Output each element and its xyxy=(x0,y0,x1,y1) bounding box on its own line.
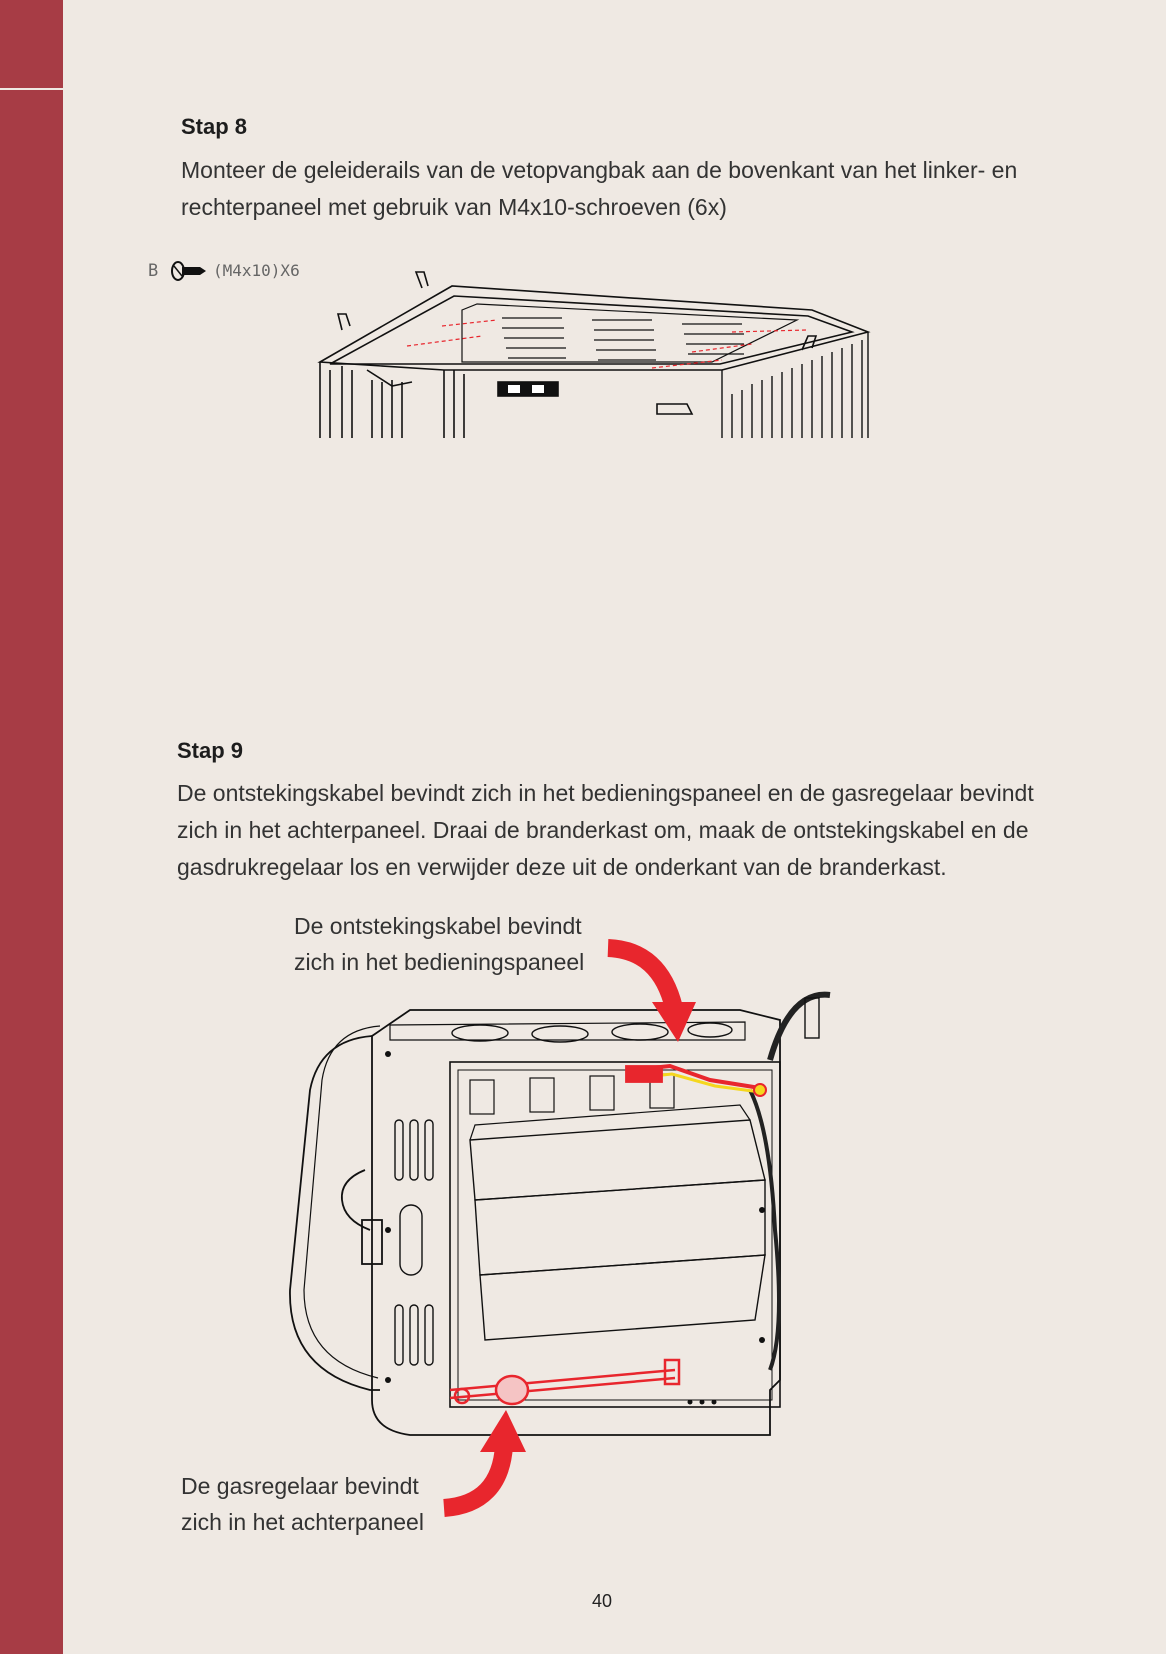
ignition-callout-line-1: De ontstekingskabel bevindt xyxy=(294,913,582,939)
burner-box-illustration xyxy=(270,930,870,1530)
ignition-callout-line-2: zich in het bedieningspaneel xyxy=(294,949,585,975)
step-9-title: Stap 9 xyxy=(177,738,244,763)
page-number: 40 xyxy=(592,1591,613,1611)
regulator-callout-line-2: zich in het achterpaneel xyxy=(181,1509,424,1535)
arrow-to-gas-regulator xyxy=(440,1400,540,1530)
step-8-frame-illustration xyxy=(312,270,872,440)
arrow-to-ignition-cable xyxy=(600,930,700,1050)
step-9-line-3: gasdrukregelaar los en verwijder deze uit de onderkant van de branderkast. xyxy=(177,854,947,880)
regulator-callout-line-1: De gasregelaar bevindt xyxy=(181,1473,419,1499)
screw-icon xyxy=(172,262,206,280)
step-8-instructions xyxy=(181,152,1017,226)
part-label: (M4x10)X6 xyxy=(213,261,300,280)
step-8-title: Stap 8 xyxy=(181,114,248,139)
screw-part-label xyxy=(140,255,300,285)
part-letter: B xyxy=(148,261,159,281)
step-9-line-2: zich in het achterpaneel. Draai de branderkast om, maak de ontstekingskabel en de xyxy=(177,817,1029,843)
step-8-line-1: Monteer de geleiderails van de vetopvangbak aan de bovenkant van het linker- en xyxy=(181,157,1018,183)
step-8-line-2: rechterpaneel met gebruik van M4x10-schroeven (6x) xyxy=(181,194,727,220)
side-band-marker xyxy=(0,88,63,90)
side-band xyxy=(0,0,63,1654)
step-9-instructions xyxy=(177,775,1034,886)
step-9-line-1: De ontstekingskabel bevindt zich in het bedieningspaneel en de gasregelaar bevindt xyxy=(177,780,1034,806)
gas-regulator-highlight xyxy=(450,1360,679,1404)
